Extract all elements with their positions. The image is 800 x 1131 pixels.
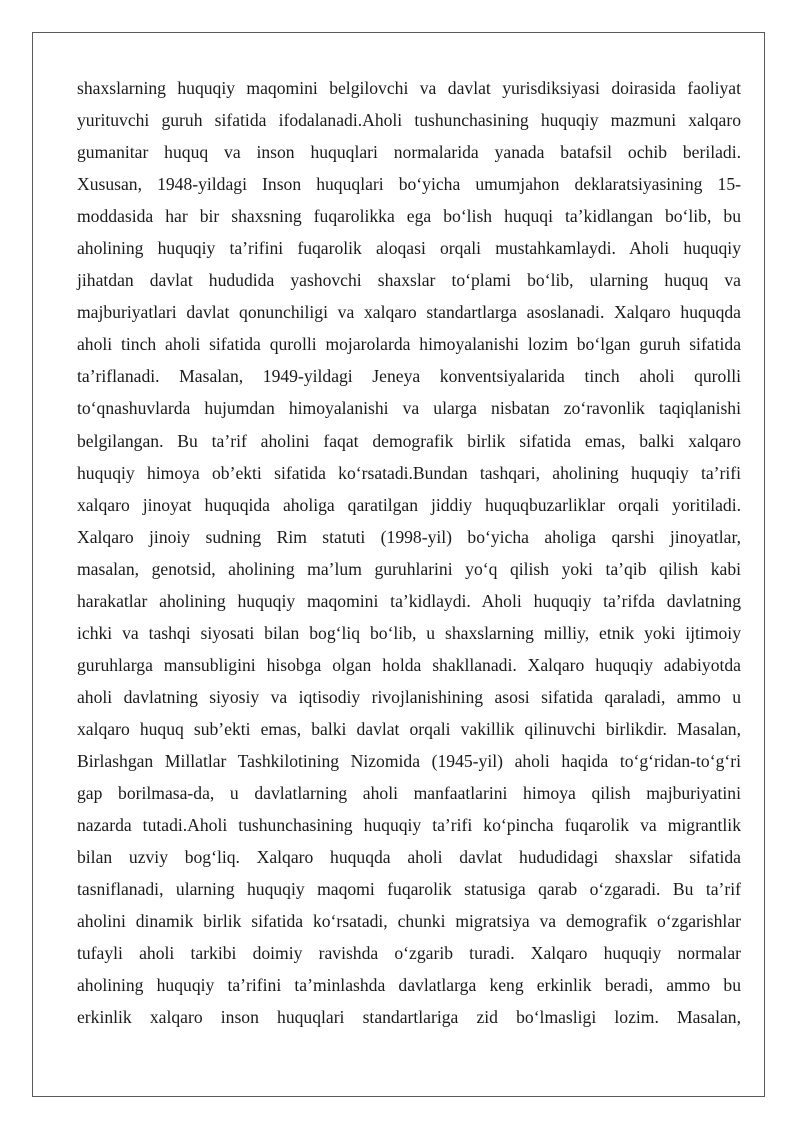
- text-line: majburiyatlari davlat qonunchiligi va xalqaro standartlarga asoslanadi. Xalqaro huquqda: [77, 302, 741, 323]
- text-line: to‘qnashuvlarda hujumdan himoyalanishi va ularga nisbatan zo‘ravonlik taqiqlanishi: [77, 398, 741, 419]
- text-line: masalan, genotsid, aholining ma’lum guruhlarini yo‘q qilish yoki ta’qib qilish kabi: [77, 558, 741, 579]
- text-line: guruhlarga mansubligini hisobga olgan holda shakllanadi. Xalqaro huquqiy adabiyotda: [77, 654, 741, 675]
- text-line: huquqiy himoya ob’ekti sifatida ko‘rsatadi.Bundan tashqari, aholining huquqiy ta’rifi: [77, 462, 741, 483]
- text-line: ichki va tashqi siyosati bilan bog‘liq bo‘lib, u shaxslarning milliy, etnik yoki ijtimoiy: [77, 622, 741, 643]
- text-line: tasniflanadi, ularning huquqiy maqomi fuqarolik statusiga qarab o‘zgaradi. Bu ta’rif: [77, 879, 741, 900]
- text-line: Xususan, 1948-yildagi Inson huquqlari bo‘yicha umumjahon deklaratsiyasining 15-: [77, 174, 741, 195]
- text-line: aholi tinch aholi sifatida qurolli mojarolarda himoyalanishi lozim bo‘lgan guruh sifatida: [77, 334, 741, 355]
- text-line: nazarda tutadi.Aholi tushunchasining huquqiy ta’rifi ko‘pincha fuqarolik va migrantlik: [77, 815, 741, 836]
- text-line: jihatdan davlat hududida yashovchi shaxslar to‘plami bo‘lib, ularning huquq va: [77, 270, 741, 291]
- text-line: tufayli aholi tarkibi doimiy ravishda o‘zgarib turadi. Xalqaro huquqiy normalar: [77, 943, 741, 964]
- text-line: yurituvchi guruh sifatida ifodalanadi.Aholi tushunchasining huquqiy mazmuni xalqaro: [77, 110, 741, 131]
- text-line: aholini dinamik birlik sifatida ko‘rsatadi, chunki migratsiya va demografik o‘zgarishlar: [77, 911, 741, 932]
- text-line: moddasida har bir shaxsning fuqarolikka ega bo‘lish huquqi ta’kidlangan bo‘lib, bu: [77, 206, 741, 227]
- text-line: aholi davlatning siyosiy va iqtisodiy rivojlanishining asosi sifatida qaraladi, ammo u: [77, 686, 741, 707]
- text-line: Xalqaro jinoiy sudning Rim statuti (1998-yil) bo‘yicha aholiga qarshi jinoyatlar,: [77, 526, 741, 547]
- text-line: aholining huquqiy ta’rifini ta’minlashda davlatlarga keng erkinlik beradi, ammo bu: [77, 975, 741, 996]
- text-line: gap borilmasa-da, u davlatlarning aholi manfaatlarini himoya qilish majburiyatini: [77, 783, 741, 804]
- text-line: harakatlar aholining huquqiy maqomini ta’kidlaydi. Aholi huquqiy ta’rifda davlatning: [77, 590, 741, 611]
- text-line: belgilangan. Bu ta’rif aholini faqat demografik birlik sifatida emas, balki xalqaro: [77, 430, 741, 451]
- body-paragraph: [77, 72, 741, 1033]
- text-line: Birlashgan Millatlar Tashkilotining Nizomida (1945-yil) aholi haqida to‘g‘ridan-to‘g‘ri: [77, 750, 741, 771]
- text-line: aholining huquqiy ta’rifini fuqarolik aloqasi orqali mustahkamlaydi. Aholi huquqiy: [77, 238, 741, 259]
- text-line: ta’riflanadi. Masalan, 1949-yildagi Jeneya konventsiyalarida tinch aholi qurolli: [77, 366, 741, 387]
- text-line: gumanitar huquq va inson huquqlari normalarida yanada batafsil ochib beriladi.: [77, 142, 741, 163]
- text-line: xalqaro huquq sub’ekti emas, balki davlat orqali vakillik qilinuvchi birlikdir. Masalan,: [77, 718, 741, 739]
- text-line: xalqaro jinoyat huquqida aholiga qaratilgan jiddiy huquqbuzarliklar orqali yoritiladi.: [77, 494, 741, 515]
- text-line: bilan uzviy bog‘liq. Xalqaro huquqda aholi davlat hududidagi shaxslar sifatida: [77, 847, 741, 868]
- text-line: shaxslarning huquqiy maqomini belgilovchi va davlat yurisdiksiyasi doirasida faoliyat: [77, 78, 741, 98]
- text-line: erkinlik xalqaro inson huquqlari standartlariga zid bo‘lmasligi lozim. Masalan,: [77, 1007, 741, 1028]
